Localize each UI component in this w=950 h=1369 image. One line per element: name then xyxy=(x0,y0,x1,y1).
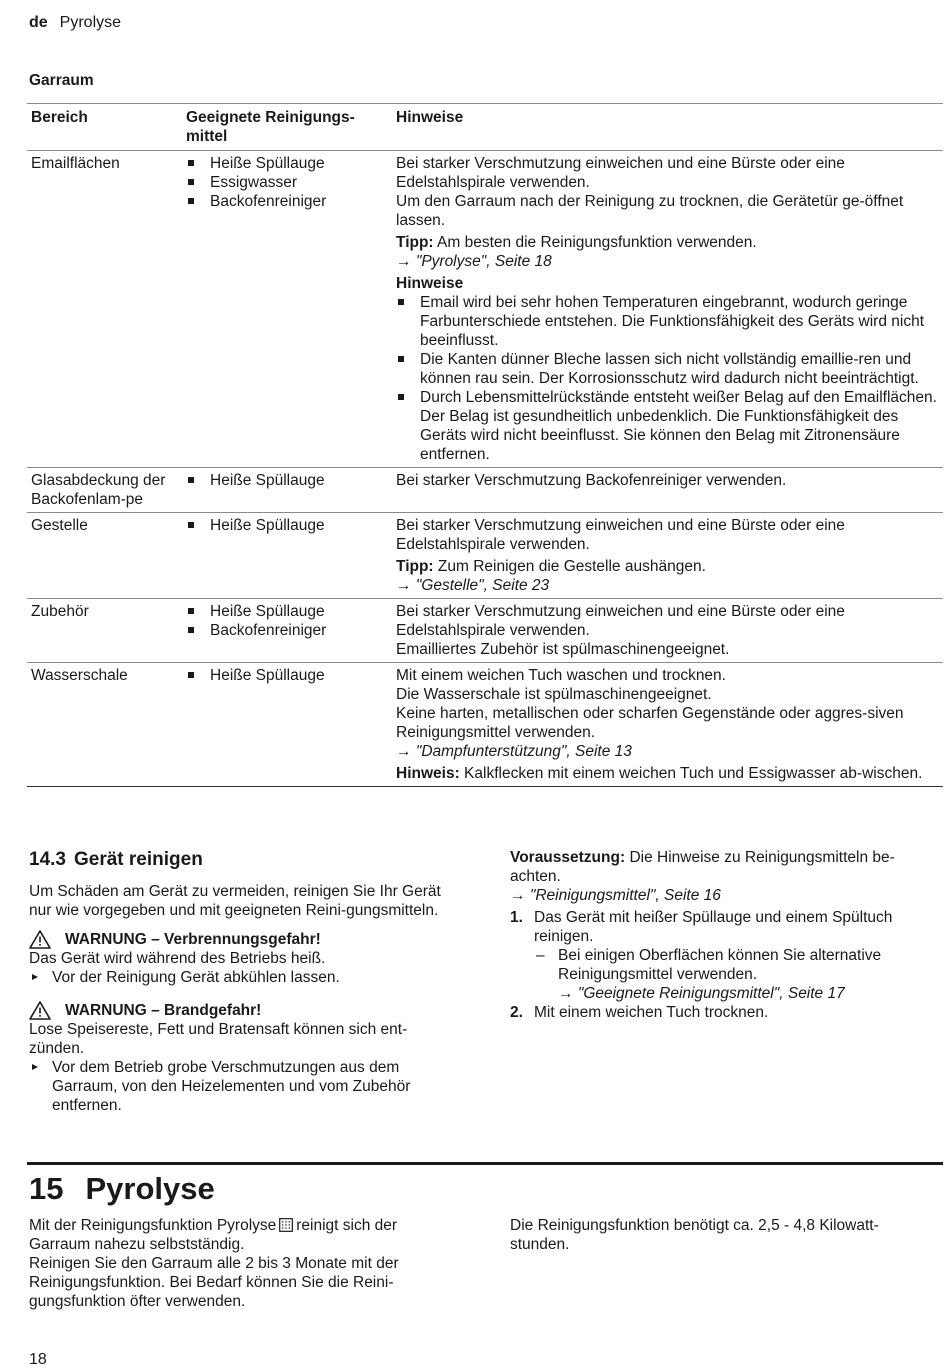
table-row xyxy=(27,468,943,513)
chapter-divider xyxy=(27,1162,943,1165)
sub-step-text: – Bei einigen Oberflächen können Sie alternative Reinigungsmittel verwenden. xyxy=(534,946,942,984)
tip-text: Am besten die Reinigungsfunktion verwenden. xyxy=(437,234,757,251)
hints-title: Hinweise xyxy=(396,275,464,292)
note-text: Keine harten, metallischen oder scharfen Gegenstände oder aggres-siven Reinigungsmittel verwenden. xyxy=(396,705,904,741)
warning-triangle-icon xyxy=(29,1001,51,1020)
table-header-row xyxy=(27,104,943,151)
hint xyxy=(396,764,939,783)
arrow-right-icon: → xyxy=(510,887,526,904)
step-item xyxy=(510,908,942,1003)
cross-reference-link[interactable] xyxy=(534,984,942,1003)
notes-cell xyxy=(392,468,943,513)
area-cell: Emailflächen xyxy=(27,151,182,468)
area-cell: Zubehör xyxy=(27,599,182,663)
step-text: Das Gerät mit heißer Spüllauge und einem Spültuch reinigen. xyxy=(534,909,893,945)
warning-text: Das Gerät wird während des Betriebs heiß. xyxy=(29,950,326,967)
agent-item: Heiße Spüllauge xyxy=(186,154,388,173)
agent-item: Backofenreiniger xyxy=(186,192,388,211)
cross-reference-link[interactable] xyxy=(396,742,939,761)
agent-item: Heiße Spüllauge xyxy=(186,602,388,621)
column-header-area: Bereich xyxy=(27,104,182,151)
table-row xyxy=(27,663,943,787)
arrow-right-icon: → xyxy=(396,577,412,594)
tip-text: Zum Reinigen die Gestelle aushängen. xyxy=(437,558,706,575)
note-text: Bei starker Verschmutzung einweichen und eine Bürste oder eine Edelstahlspirale verwenden. xyxy=(396,155,845,191)
reference-text: "Dampfunterstützung", Seite 13 xyxy=(415,743,632,760)
reference-text: "Gestelle", Seite 23 xyxy=(415,577,550,594)
section-heading: 14.3 Gerät reinigen xyxy=(29,849,203,870)
agents-cell xyxy=(182,151,392,468)
warning-fire xyxy=(29,1001,459,1020)
prerequisite-label: Voraussetzung: xyxy=(510,849,626,866)
notes-cell xyxy=(392,599,943,663)
hint-item: Durch Lebensmittelrückstände entsteht weißer Belag auf den Emailflächen. Der Belag ist gesundheitlich unbedenklich. Die Funktionsfähigkeit des Geräts wird nicht beeinflusst. Sie können den Belag mit Zitronensäure entfernen. xyxy=(396,388,939,464)
column-header-notes: Hinweise xyxy=(392,104,943,151)
warning-title: WARNUNG – Brandgefahr! xyxy=(65,1002,262,1019)
arrow-right-icon: → xyxy=(558,985,574,1002)
warning-action: Vor dem Betrieb grobe Verschmutzungen aus dem Garraum, von den Heizelementen und vom Zubehör entfernen. xyxy=(29,1058,459,1115)
table-row xyxy=(27,513,943,599)
step-item xyxy=(510,1003,942,1022)
tip xyxy=(396,557,939,576)
garraum-title: Garraum xyxy=(29,72,94,89)
step-number: 1. xyxy=(510,909,523,926)
warning-title: WARNUNG – Verbrennungsgefahr! xyxy=(65,931,321,948)
cross-reference-link[interactable] xyxy=(510,886,942,905)
section-14-3-right xyxy=(510,848,942,1022)
hint-item: Die Kanten dünner Bleche lassen sich nicht vollständig emaillie-ren und können rau sein. Der Korrosionsschutz wird dadurch nicht beeinträchtigt. xyxy=(396,350,939,388)
reference-text: "Reinigungsmittel", Seite 16 xyxy=(529,887,721,904)
area-cell: Glasabdeckung der Backofenlam-pe xyxy=(27,468,182,513)
agent-item: Heiße Spüllauge xyxy=(186,666,388,685)
notes-cell xyxy=(392,151,943,468)
page-number: 18 xyxy=(29,1351,47,1368)
chapter-15-right xyxy=(510,1216,935,1254)
area-cell: Wasserschale xyxy=(27,663,182,787)
note-text: Mit einem weichen Tuch waschen und trocknen. xyxy=(396,667,726,684)
note-text: Die Wasserschale ist spülmaschinengeeignet. xyxy=(396,686,712,703)
warning-text: Lose Speisereste, Fett und Bratensaft können sich ent-zünden. xyxy=(29,1021,408,1057)
arrow-right-icon: → xyxy=(396,253,412,270)
tip-label: Tipp: xyxy=(396,234,434,251)
chapter-paragraph: Die Reinigungsfunktion benötigt ca. 2,5 - 4,8 Kilowatt-stunden. xyxy=(510,1217,879,1253)
chapter-paragraph: Mit der Reinigungsfunktion Pyrolyse reinigt sich der Garraum nahezu selbstständig. xyxy=(29,1217,398,1253)
agent-item: Backofenreiniger xyxy=(186,621,388,640)
step-number: 2. xyxy=(510,1004,523,1021)
note-text: Bei starker Verschmutzung Backofenreiniger verwenden. xyxy=(396,472,787,489)
note-text: Emailliertes Zubehör ist spülmaschinengeeignet. xyxy=(396,641,730,658)
chapter-paragraph: Reinigen Sie den Garraum alle 2 bis 3 Monate mit der Reinigungsfunktion. Bei Bedarf können Sie die Reini-gungsfunktion öfter verwenden. xyxy=(29,1255,399,1310)
chapter-15-left xyxy=(29,1216,459,1311)
prerequisite xyxy=(510,848,942,886)
warning-triangle-icon xyxy=(29,930,51,949)
prerequisite-text: Die Hinweise zu Reinigungsmitteln be-achten. xyxy=(510,849,895,885)
cross-reference-link[interactable] xyxy=(396,576,939,595)
language-code: de xyxy=(29,14,48,31)
step-text: Mit einem weichen Tuch trocknen. xyxy=(534,1004,769,1021)
hint-label: Hinweis: xyxy=(396,765,460,782)
cross-reference-link[interactable] xyxy=(396,252,939,271)
reference-text: "Geeignete Reinigungsmittel", Seite 17 xyxy=(577,985,845,1002)
warning-burn xyxy=(29,930,459,949)
warning-action: Vor der Reinigung Gerät abkühlen lassen. xyxy=(29,968,459,987)
note-text: Um den Garraum nach der Reinigung zu trocknen, die Gerätetür ge-öffnet lassen. xyxy=(396,193,904,229)
agents-cell xyxy=(182,468,392,513)
hint-item: Email wird bei sehr hohen Temperaturen eingebrannt, wodurch geringe Farbunterschiede entstehen. Die Funktionsfähigkeit des Geräts wird nicht beeinflusst. xyxy=(396,293,939,350)
agent-item: Heiße Spüllauge xyxy=(186,516,388,535)
header-section: Pyrolyse xyxy=(59,14,122,31)
agents-cell xyxy=(182,599,392,663)
table-row xyxy=(27,599,943,663)
notes-cell xyxy=(392,663,943,787)
hint-text: Kalkflecken mit einem weichen Tuch und Essigwasser ab-wischen. xyxy=(464,765,923,782)
column-header-agents: Geeignete Reinigungs-mittel xyxy=(182,104,392,151)
arrow-right-icon: → xyxy=(396,743,412,760)
cleaning-table xyxy=(27,103,943,787)
note-text: Bei starker Verschmutzung einweichen und eine Bürste oder eine Edelstahlspirale verwenden. xyxy=(396,517,845,553)
note-text: Bei starker Verschmutzung einweichen und eine Bürste oder eine Edelstahlspirale verwenden. xyxy=(396,603,845,639)
pyrolysis-icon xyxy=(279,1218,293,1232)
tip-label: Tipp: xyxy=(396,558,434,575)
notes-cell xyxy=(392,513,943,599)
tip xyxy=(396,233,939,252)
agents-cell xyxy=(182,663,392,787)
agent-item: Heiße Spüllauge xyxy=(186,471,388,490)
agent-item: Essigwasser xyxy=(186,173,388,192)
section-14-3-left xyxy=(29,848,459,1115)
reference-text: "Pyrolyse", Seite 18 xyxy=(415,253,552,270)
agents-cell xyxy=(182,513,392,599)
page-header xyxy=(29,13,121,32)
chapter-heading: 15 Pyrolyse xyxy=(29,1171,215,1206)
area-cell: Gestelle xyxy=(27,513,182,599)
table-row xyxy=(27,151,943,468)
section-intro: Um Schäden am Gerät zu vermeiden, reinigen Sie Ihr Gerät nur wie vorgegeben und mit geeigneten Reini-gungsmitteln. xyxy=(29,883,441,919)
